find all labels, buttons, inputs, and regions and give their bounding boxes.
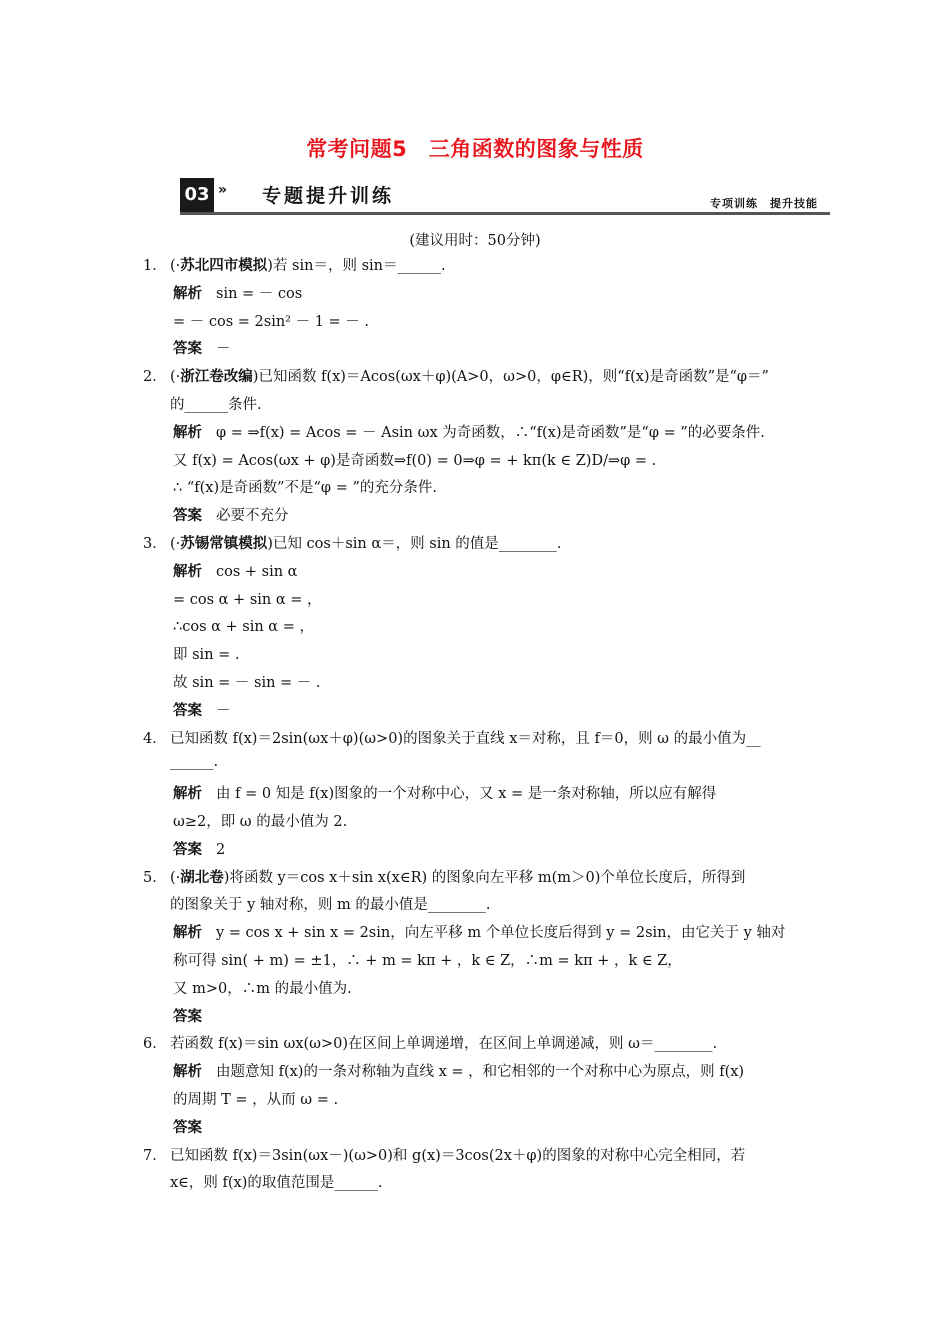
answer-line: [173, 1116, 216, 1137]
solution-line: [173, 1060, 744, 1081]
problem-source: 湖北卷: [180, 868, 224, 886]
answer-line: [173, 838, 225, 859]
problem-text: x∈，则 f(x)的取值范围是______.: [170, 1175, 383, 1192]
problem-number: 5．: [143, 869, 167, 886]
solution-line: [173, 421, 765, 442]
solution-line: = － cos = 2sin² － 1 = － .: [173, 313, 370, 330]
problem-statement: )已知 cos＋sin α＝，则 sin 的值是________.: [267, 536, 562, 552]
solution-line: 称可得 sin( + m) = ±1，∴ + m = kπ + ，k ∈ Z，∴m = kπ + ，k ∈ Z，: [173, 953, 682, 969]
solution-text: y = cos x + sin x = 2sin，向左平移 m 个单位长度后得到 y = 2sin，由它关于 y 轴对: [216, 925, 786, 942]
problem-source: 苏锡常镇模拟: [180, 535, 268, 552]
problem-number: 6．: [143, 1036, 167, 1053]
problem-number: 1．: [143, 258, 167, 274]
source-prefix: (·: [170, 258, 181, 274]
analysis-label: 解析: [173, 925, 202, 942]
answer-text: 2: [216, 841, 226, 858]
solution-line: 故 sin = － sin = － .: [173, 675, 321, 691]
solution-text: 由题意知 f(x)的一条对称轴为直线 x = ，和它相邻的一个对称中心为原点，则 f(x): [216, 1064, 745, 1081]
problem-text: 的______条件.: [170, 397, 262, 413]
problem-number: 4．: [143, 730, 167, 747]
answer-line: [173, 504, 289, 525]
solution-line: ω≥2，即 ω 的最小值为 2.: [173, 814, 348, 830]
problem-text: 已知函数 f(x)＝3sin(ωx－)(ω>0)和 g(x)＝3cos(2x＋φ)的图象的对称中心完全相同，若: [170, 1147, 746, 1164]
answer-text: －: [216, 341, 231, 358]
answer-label: 答案: [173, 508, 202, 525]
problem-text: 已知函数 f(x)＝2sin(ωx＋φ)(ω>0)的图象关于直线 x＝对称，且 f＝0，则 ω 的最小值为__: [170, 730, 761, 747]
solution-line: [173, 782, 716, 803]
problem-statement: )已知函数 f(x)＝Acos(ωx＋φ)(A>0，ω>0，φ∈R)，则“f(x)是奇函数”是“φ＝”: [252, 369, 769, 386]
problem-text: ______.: [170, 754, 219, 771]
source-prefix: (·: [170, 369, 181, 386]
answer-line: [173, 699, 231, 720]
analysis-label: 解析: [173, 786, 202, 803]
answer-line: [173, 337, 231, 358]
divider: [180, 212, 830, 215]
answer-label: 答案: [173, 1008, 202, 1025]
problem-number: 7．: [143, 1147, 167, 1164]
solution-line: [173, 560, 297, 581]
problem-statement: )若 sin＝，则 sin＝______.: [267, 258, 446, 274]
solution-line: 的周期 T = ，从而 ω = .: [173, 1092, 339, 1108]
section-banner: [180, 178, 830, 216]
answer-label: 答案: [173, 841, 202, 858]
answer-label: 答案: [173, 702, 202, 719]
answer-label: 答案: [173, 341, 202, 358]
solution-line: ∴ “f(x)是奇函数”不是“φ = ”的充分条件.: [173, 480, 437, 497]
time-note: (建议用时：50分钟): [409, 233, 541, 249]
solution-line: [173, 282, 302, 303]
chevron-right-icon: »: [218, 182, 228, 198]
source-prefix: (·: [170, 869, 181, 886]
problem-source: 苏北四市模拟: [180, 257, 268, 274]
source-prefix: (·: [170, 536, 181, 552]
answer-text: 必要不充分: [216, 508, 289, 525]
section-subtitle: 专项训练 提升技能: [710, 197, 818, 210]
answer-label: 答案: [173, 1119, 202, 1136]
page-title: 常考问题5 三角函数的图象与性质: [306, 137, 644, 161]
solution-text: 由 f = 0 知是 f(x)图象的一个对称中心，又 x = 是一条对称轴，所以应有解得: [216, 786, 717, 803]
solution-text: sin = － cos: [216, 285, 303, 302]
analysis-label: 解析: [173, 1064, 202, 1081]
problem-source: 浙江卷改编: [180, 368, 253, 386]
problem-number: 2．: [143, 369, 167, 386]
answer-text: －: [216, 702, 231, 719]
problem-number: 3．: [143, 536, 167, 552]
answer-line: [173, 1005, 216, 1026]
solution-line: [173, 921, 785, 942]
analysis-label: 解析: [173, 285, 202, 302]
section-title: 专题提升训练: [262, 185, 395, 207]
problem-statement: )将函数 y＝cos x＋sin x(x∈R) 的图象向左平移 m(m＞0)个单位长度后，所得到: [223, 869, 746, 886]
solution-line: 即 sin = .: [173, 647, 240, 664]
problem-text: [170, 365, 769, 386]
analysis-label: 解析: [173, 563, 202, 580]
section-number-badge: 03: [180, 178, 214, 212]
problem-text: 的图象关于 y 轴对称，则 m 的最小值是________.: [170, 897, 491, 914]
problem-text: [170, 254, 446, 275]
solution-line: 又 m>0，∴m 的最小值为.: [173, 980, 352, 997]
problem-text: 若函数 f(x)＝sin ωx(ω>0)在区间上单调递增，在区间上单调递减，则 ω＝________.: [170, 1036, 718, 1053]
solution-line: = cos α + sin α = ，: [173, 591, 322, 608]
solution-line: ∴cos α + sin α = ，: [173, 619, 314, 636]
problem-text: [170, 532, 561, 553]
analysis-label: 解析: [173, 424, 202, 441]
solution-text: cos + sin α: [216, 563, 298, 580]
problem-text: [170, 866, 745, 887]
solution-line: 又 f(x) = Acos(ωx + φ)是奇函数⇒f(0) = 0⇒φ = + kπ(k ∈ Z)D/⇒φ = .: [173, 452, 657, 469]
solution-text: φ = ⇒f(x) = Acos = － Asin ωx 为奇函数，∴“f(x)是奇函数”是“φ = ”的必要条件.: [216, 424, 765, 441]
